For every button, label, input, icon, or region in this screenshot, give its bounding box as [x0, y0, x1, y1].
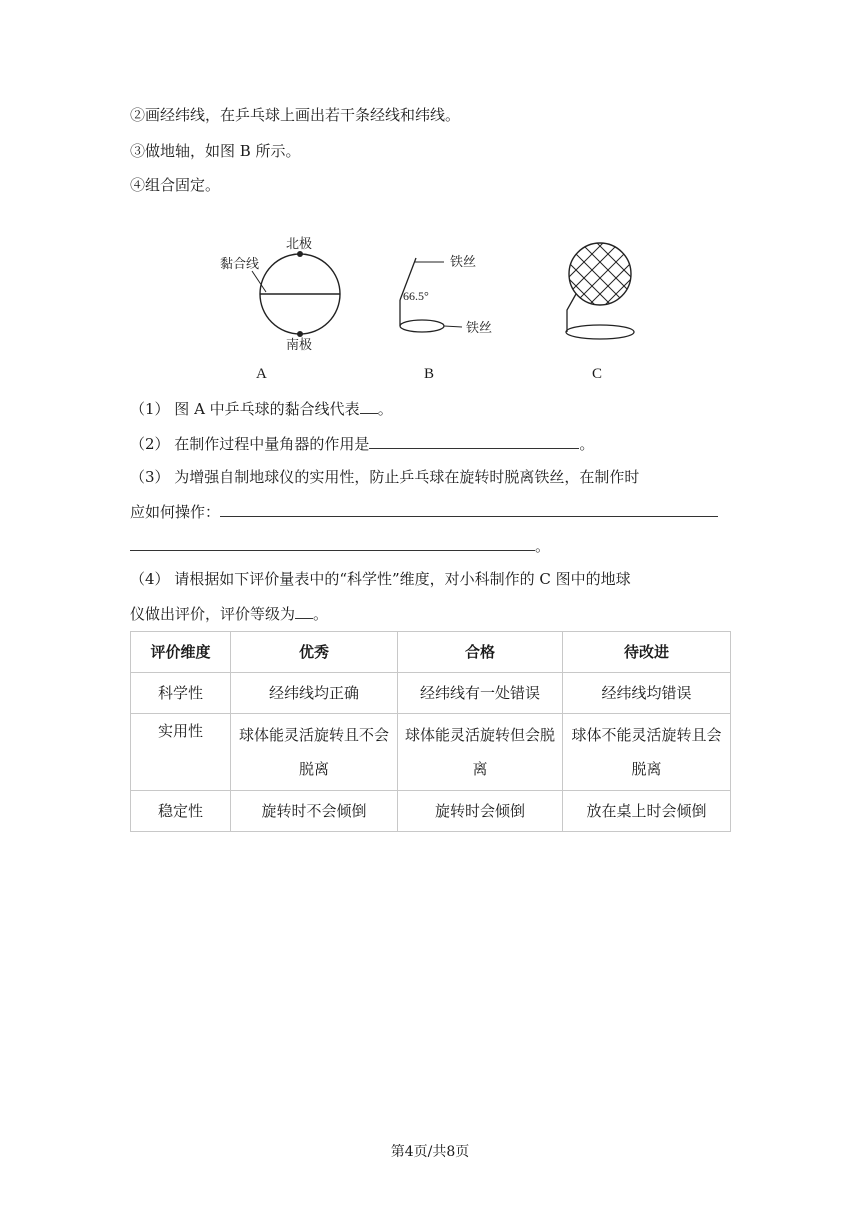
- question-1-text: （1） 图 A 中乒乓球的黏合线代表: [130, 400, 360, 418]
- header-pass: 合格: [398, 632, 563, 673]
- table-cell: 球体能灵活旋转且不会脱离: [231, 714, 398, 791]
- north-pole-label: 北极: [286, 237, 313, 252]
- wire-bottom-label: 铁丝: [466, 321, 493, 336]
- table-cell: 经纬线有一处错误: [398, 673, 563, 714]
- figure-b-wire-axis: [400, 254, 492, 336]
- table-cell: 实用性: [131, 714, 231, 791]
- table-cell: 球体能灵活旋转但会脱离: [398, 714, 563, 791]
- header-excellent: 优秀: [231, 632, 398, 673]
- step-2: ②画经纬线，在乒乓球上画出若干条经线和纬线。: [130, 106, 461, 124]
- question-3-line-1: （3） 为增强自制地球仪的实用性，防止乒乓球在旋转时脱离铁丝，在制作时: [130, 468, 640, 486]
- step-4: ④组合固定。: [130, 176, 221, 194]
- answer-blank-3a[interactable]: [220, 500, 718, 517]
- header-improve: 待改进: [563, 632, 731, 673]
- question-4-line-1: （4） 请根据如下评价量表中的“科学性”维度，对小科制作的 C 图中的地球: [130, 570, 631, 588]
- answer-blank-3b[interactable]: [130, 534, 535, 551]
- table-cell: 放在桌上时会倾倒: [563, 791, 731, 832]
- evaluation-rubric-table: [130, 631, 731, 832]
- question-3-line-2: [130, 500, 718, 523]
- answer-blank-2[interactable]: [369, 432, 579, 449]
- step-3: ③做地轴，如图 B 所示。: [130, 142, 301, 160]
- figure-a-caption: A: [256, 366, 267, 382]
- figure-c-caption: C: [592, 366, 603, 382]
- table-row: [131, 673, 731, 714]
- south-pole-label: 南极: [286, 338, 313, 353]
- figure-c-finished-globe: [560, 238, 640, 339]
- question-1: （1） 图 A 中乒乓球的黏合线代表 。: [130, 397, 393, 420]
- figure-a-ping-pong-ball: [220, 236, 340, 353]
- figure-b-caption: B: [424, 366, 435, 382]
- table-cell: 稳定性: [131, 791, 231, 832]
- answer-blank-4[interactable]: [295, 602, 313, 619]
- table-row: [131, 791, 731, 832]
- wire-top-label: 铁丝: [450, 255, 477, 270]
- seam-label: 黏合线: [220, 257, 260, 272]
- table-cell: 经纬线均正确: [231, 673, 398, 714]
- question-3-line-3: 。: [130, 534, 550, 557]
- table-cell: 球体不能灵活旋转且会脱离: [563, 714, 731, 791]
- angle-label: 66.5°: [403, 289, 429, 303]
- table-cell: 科学性: [131, 673, 231, 714]
- table-cell: 旋转时不会倾倒: [231, 791, 398, 832]
- header-dimension: 评价维度: [131, 632, 231, 673]
- table-row: [131, 714, 731, 791]
- page-number: 第4页/共8页: [390, 1144, 470, 1160]
- answer-blank-1[interactable]: [360, 397, 378, 414]
- question-4-text: 仪做出评价，评价等级为: [130, 605, 296, 623]
- table-cell: 经纬线均错误: [563, 673, 731, 714]
- question-3-text: 应如何操作：: [130, 503, 221, 521]
- question-4-line-2: 仪做出评价，评价等级为 。: [130, 602, 328, 625]
- table-header-row: [131, 632, 731, 673]
- south-pole-dot: [297, 331, 303, 337]
- table-cell: 旋转时会倾倒: [398, 791, 563, 832]
- question-2: （2） 在制作过程中量角器的作用是 。: [130, 432, 594, 455]
- question-2-text: （2） 在制作过程中量角器的作用是: [130, 435, 370, 453]
